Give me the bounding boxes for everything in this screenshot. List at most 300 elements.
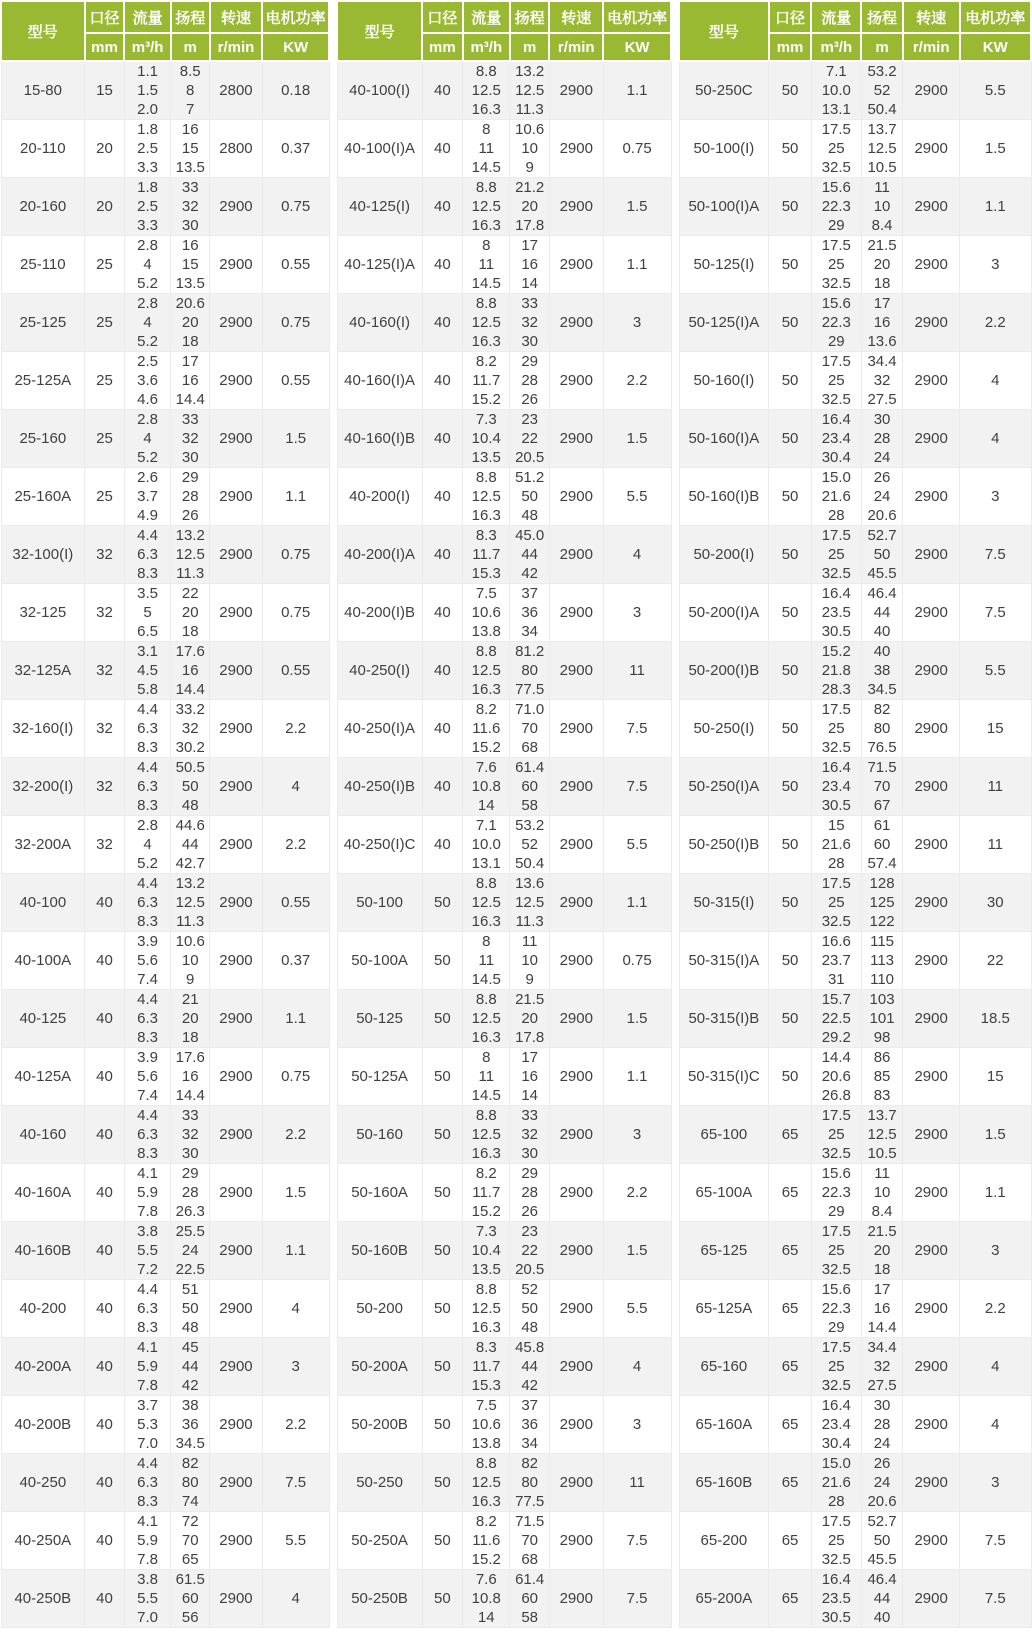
model-cell: 40-200A	[1, 1338, 85, 1396]
table-row	[679, 1222, 1031, 1280]
model-cell: 50-160(I)	[679, 352, 769, 410]
col-speed-header: 转速	[210, 1, 263, 33]
col-speed-unit: r/min	[210, 33, 263, 61]
power-cell: 1.5	[960, 1106, 1032, 1164]
power-cell: 0.75	[603, 120, 671, 178]
model-cell: 40-125A	[1, 1048, 85, 1106]
speed-cell: 2900	[549, 874, 603, 932]
speed-cell: 2900	[549, 700, 603, 758]
power-cell: 7.5	[960, 1570, 1032, 1628]
speed-cell: 2900	[549, 526, 603, 584]
head-cell: 82 80 77.5	[510, 1454, 549, 1512]
model-cell: 40-160(I)	[337, 294, 422, 352]
speed-cell: 2900	[903, 61, 960, 120]
table-row	[1, 236, 329, 294]
speed-cell: 2900	[549, 1454, 603, 1512]
head-cell: 21 20 18	[171, 990, 210, 1048]
speed-cell: 2900	[903, 1512, 960, 1570]
table-header	[679, 1, 1031, 61]
col-diameter-header: 口径	[769, 1, 812, 33]
table-row	[337, 1280, 671, 1338]
power-cell: 2.2	[603, 1164, 671, 1222]
col-diameter-unit: mm	[85, 33, 125, 61]
diameter-cell: 40	[85, 932, 125, 990]
speed-cell: 2900	[210, 410, 263, 468]
flow-cell: 8.8 12.5 16.3	[463, 874, 510, 932]
power-cell: 1.1	[603, 61, 671, 120]
flow-cell: 17.5 25 32.5	[811, 874, 861, 932]
diameter-cell: 50	[769, 236, 812, 294]
flow-cell: 17.5 25 32.5	[811, 1106, 861, 1164]
head-cell: 23 22 20.5	[510, 1222, 549, 1280]
col-diameter-unit: mm	[422, 33, 462, 61]
head-cell: 52 50 48	[510, 1280, 549, 1338]
speed-cell: 2900	[210, 1106, 263, 1164]
speed-cell: 2900	[549, 352, 603, 410]
speed-cell: 2900	[210, 584, 263, 642]
speed-cell: 2900	[903, 526, 960, 584]
flow-cell: 15.6 22.3 29	[811, 1280, 861, 1338]
col-power-header: 电机功率	[603, 1, 671, 33]
flow-cell: 15.6 22.3 29	[811, 1164, 861, 1222]
power-cell: 18.5	[960, 990, 1032, 1048]
speed-cell: 2900	[549, 61, 603, 120]
speed-cell: 2900	[903, 990, 960, 1048]
speed-cell: 2900	[903, 1048, 960, 1106]
flow-cell: 1.8 2.5 3.3	[124, 120, 171, 178]
head-cell: 16 15 13.5	[171, 120, 210, 178]
speed-cell: 2900	[903, 932, 960, 990]
flow-cell: 17.5 25 32.5	[811, 700, 861, 758]
head-cell: 30 28 24	[861, 1396, 903, 1454]
head-cell: 34.4 32 27.5	[861, 1338, 903, 1396]
table-row	[1, 1106, 329, 1164]
model-cell: 50-125(I)A	[679, 294, 769, 352]
flow-cell: 4.4 6.3 8.3	[124, 758, 171, 816]
flow-cell: 15.2 21.8 28.3	[811, 642, 861, 700]
head-cell: 33 32 30	[171, 178, 210, 236]
speed-cell: 2900	[210, 1222, 263, 1280]
flow-cell: 16.4 23.4 30.5	[811, 758, 861, 816]
head-cell: 40 38 34.5	[861, 642, 903, 700]
power-cell: 4	[960, 1396, 1032, 1454]
power-cell: 11	[603, 642, 671, 700]
flow-cell: 8.8 12.5 16.3	[463, 642, 510, 700]
diameter-cell: 50	[422, 1512, 462, 1570]
model-cell: 50-200B	[337, 1396, 422, 1454]
speed-cell: 2900	[903, 468, 960, 526]
table-row	[337, 874, 671, 932]
speed-cell: 2900	[903, 1570, 960, 1628]
model-cell: 40-160	[1, 1106, 85, 1164]
power-cell: 0.37	[262, 932, 329, 990]
power-cell: 1.5	[262, 410, 329, 468]
table-row	[679, 1512, 1031, 1570]
diameter-cell: 50	[422, 932, 462, 990]
speed-cell: 2900	[210, 352, 263, 410]
head-cell: 26 24 20.6	[861, 468, 903, 526]
table-row	[337, 1222, 671, 1280]
head-cell: 82 80 76.5	[861, 700, 903, 758]
model-cell: 40-200(I)A	[337, 526, 422, 584]
power-cell: 0.75	[262, 1048, 329, 1106]
speed-cell: 2900	[549, 1338, 603, 1396]
flow-cell: 1.1 1.5 2.0	[124, 61, 171, 120]
power-cell: 4	[960, 352, 1032, 410]
model-cell: 50-200(I)A	[679, 584, 769, 642]
diameter-cell: 65	[769, 1164, 812, 1222]
power-cell: 0.75	[262, 294, 329, 352]
speed-cell: 2900	[549, 178, 603, 236]
table-row	[1, 816, 329, 874]
table-row	[679, 1396, 1031, 1454]
power-cell: 7.5	[603, 1570, 671, 1628]
flow-cell: 2.8 4 5.2	[124, 816, 171, 874]
flow-cell: 3.9 5.6 7.4	[124, 932, 171, 990]
power-cell: 7.5	[262, 1454, 329, 1512]
table-row	[1, 1164, 329, 1222]
diameter-cell: 50	[769, 584, 812, 642]
col-diameter-header: 口径	[85, 1, 125, 33]
flow-cell: 17.5 25 32.5	[811, 1512, 861, 1570]
table-row	[337, 1396, 671, 1454]
diameter-cell: 50	[769, 700, 812, 758]
diameter-cell: 50	[769, 410, 812, 468]
table-row	[679, 410, 1031, 468]
col-speed-unit: r/min	[549, 33, 603, 61]
col-power-unit: KW	[603, 33, 671, 61]
diameter-cell: 50	[422, 1396, 462, 1454]
head-cell: 11 10 8.4	[861, 178, 903, 236]
speed-cell: 2900	[549, 410, 603, 468]
pump-table-middle	[336, 0, 672, 1628]
flow-cell: 3.5 5 6.5	[124, 584, 171, 642]
power-cell: 0.75	[262, 178, 329, 236]
model-cell: 50-160A	[337, 1164, 422, 1222]
speed-cell: 2900	[903, 120, 960, 178]
flow-cell: 8 11 14.5	[463, 1048, 510, 1106]
flow-cell: 8.2 11.7 15.2	[463, 352, 510, 410]
diameter-cell: 65	[769, 1222, 812, 1280]
head-cell: 21.5 20 18	[861, 1222, 903, 1280]
model-cell: 40-250(I)C	[337, 816, 422, 874]
table-row	[679, 352, 1031, 410]
diameter-cell: 65	[769, 1454, 812, 1512]
flow-cell: 16.4 23.5 30.5	[811, 584, 861, 642]
table-row	[1, 410, 329, 468]
col-flow-header: 流量	[124, 1, 171, 33]
diameter-cell: 50	[422, 1048, 462, 1106]
table-row	[337, 526, 671, 584]
table-row	[679, 1570, 1031, 1628]
col-head-header: 扬程	[171, 1, 210, 33]
diameter-cell: 15	[85, 61, 125, 120]
model-cell: 40-200(I)B	[337, 584, 422, 642]
power-cell: 1.5	[603, 990, 671, 1048]
flow-cell: 4.4 6.3 8.3	[124, 874, 171, 932]
diameter-cell: 40	[85, 1280, 125, 1338]
table-row	[337, 1164, 671, 1222]
flow-cell: 7.6 10.8 14	[463, 758, 510, 816]
flow-cell: 8.3 11.7 15.3	[463, 526, 510, 584]
model-cell: 40-250(I)A	[337, 700, 422, 758]
speed-cell: 2900	[903, 294, 960, 352]
power-cell: 0.55	[262, 642, 329, 700]
power-cell: 1.1	[960, 178, 1032, 236]
flow-cell: 8.2 11.6 15.2	[463, 700, 510, 758]
diameter-cell: 50	[769, 816, 812, 874]
table-row	[679, 120, 1031, 178]
flow-cell: 1.8 2.5 3.3	[124, 178, 171, 236]
speed-cell: 2900	[903, 874, 960, 932]
head-cell: 20.6 20 18	[171, 294, 210, 352]
power-cell: 2.2	[262, 1106, 329, 1164]
diameter-cell: 32	[85, 758, 125, 816]
head-cell: 17.6 16 14.4	[171, 642, 210, 700]
power-cell: 11	[960, 758, 1032, 816]
table-row	[679, 1048, 1031, 1106]
table-row	[337, 990, 671, 1048]
power-cell: 15	[960, 700, 1032, 758]
table-row	[337, 468, 671, 526]
head-cell: 11 10 8.4	[861, 1164, 903, 1222]
diameter-cell: 50	[422, 1222, 462, 1280]
diameter-cell: 50	[422, 1280, 462, 1338]
flow-cell: 4.1 5.9 7.8	[124, 1512, 171, 1570]
model-cell: 65-200	[679, 1512, 769, 1570]
flow-cell: 17.5 25 32.5	[811, 526, 861, 584]
head-cell: 16 15 13.5	[171, 236, 210, 294]
col-flow-header: 流量	[463, 1, 510, 33]
table-row	[1, 1280, 329, 1338]
head-cell: 86 85 83	[861, 1048, 903, 1106]
flow-cell: 16.4 23.5 30.5	[811, 1570, 861, 1628]
head-cell: 34.4 32 27.5	[861, 352, 903, 410]
model-cell: 50-250(I)A	[679, 758, 769, 816]
diameter-cell: 65	[769, 1570, 812, 1628]
power-cell: 11	[960, 816, 1032, 874]
flow-cell: 17.5 25 32.5	[811, 352, 861, 410]
flow-cell: 15.0 21.6 28	[811, 1454, 861, 1512]
power-cell: 0.75	[262, 526, 329, 584]
flow-cell: 16.6 23.7 31	[811, 932, 861, 990]
speed-cell: 2900	[210, 1454, 263, 1512]
speed-cell: 2900	[549, 1280, 603, 1338]
diameter-cell: 50	[422, 990, 462, 1048]
model-cell: 65-160B	[679, 1454, 769, 1512]
head-cell: 17 16 14.4	[171, 352, 210, 410]
speed-cell: 2800	[210, 61, 263, 120]
table-row	[1, 1512, 329, 1570]
flow-cell: 17.5 25 32.5	[811, 1222, 861, 1280]
model-cell: 50-200(I)B	[679, 642, 769, 700]
model-cell: 50-160B	[337, 1222, 422, 1280]
head-cell: 13.6 12.5 11.3	[510, 874, 549, 932]
speed-cell: 2900	[210, 874, 263, 932]
diameter-cell: 50	[769, 990, 812, 1048]
diameter-cell: 40	[85, 1048, 125, 1106]
diameter-cell: 40	[422, 294, 462, 352]
diameter-cell: 50	[769, 642, 812, 700]
model-cell: 40-250	[1, 1454, 85, 1512]
speed-cell: 2900	[210, 1396, 263, 1454]
model-cell: 32-125	[1, 584, 85, 642]
table-row	[679, 700, 1031, 758]
power-cell: 3	[960, 236, 1032, 294]
speed-cell: 2900	[903, 410, 960, 468]
head-cell: 8.5 8 7	[171, 61, 210, 120]
power-cell: 0.75	[603, 932, 671, 990]
speed-cell: 2900	[903, 1222, 960, 1280]
head-cell: 10.6 10 9	[171, 932, 210, 990]
flow-cell: 2.6 3.7 4.9	[124, 468, 171, 526]
head-cell: 17 16 14	[510, 1048, 549, 1106]
speed-cell: 2900	[210, 932, 263, 990]
diameter-cell: 40	[85, 1570, 125, 1628]
diameter-cell: 40	[422, 61, 462, 120]
flow-cell: 7.3 10.4 13.5	[463, 1222, 510, 1280]
pump-table-left	[0, 0, 330, 1628]
diameter-cell: 40	[85, 990, 125, 1048]
table-row	[679, 1338, 1031, 1396]
speed-cell: 2900	[549, 584, 603, 642]
table-row	[1, 1222, 329, 1280]
flow-cell: 4.4 6.3 8.3	[124, 526, 171, 584]
flow-cell: 8 11 14.5	[463, 236, 510, 294]
table-row	[1, 584, 329, 642]
table-row	[679, 294, 1031, 352]
head-cell: 23 22 20.5	[510, 410, 549, 468]
diameter-cell: 50	[769, 758, 812, 816]
model-cell: 65-160	[679, 1338, 769, 1396]
pump-table-right	[678, 0, 1032, 1628]
power-cell: 1.1	[603, 874, 671, 932]
table-row	[337, 642, 671, 700]
model-cell: 50-200A	[337, 1338, 422, 1396]
speed-cell: 2900	[549, 1164, 603, 1222]
col-flow-header: 流量	[811, 1, 861, 33]
table-row	[679, 526, 1031, 584]
table-row	[1, 1454, 329, 1512]
model-cell: 40-250B	[1, 1570, 85, 1628]
model-cell: 50-250	[337, 1454, 422, 1512]
speed-cell: 2900	[903, 1106, 960, 1164]
diameter-cell: 40	[85, 1454, 125, 1512]
power-cell: 3	[603, 1106, 671, 1164]
diameter-cell: 65	[769, 1338, 812, 1396]
table-row	[679, 1164, 1031, 1222]
diameter-cell: 32	[85, 642, 125, 700]
table-row	[1, 1048, 329, 1106]
speed-cell: 2900	[549, 1396, 603, 1454]
power-cell: 2.2	[603, 352, 671, 410]
model-cell: 50-315(I)C	[679, 1048, 769, 1106]
head-cell: 72 70 65	[171, 1512, 210, 1570]
table-row	[337, 120, 671, 178]
table-row	[679, 642, 1031, 700]
head-cell: 53.2 52 50.4	[510, 816, 549, 874]
head-cell: 26 24 20.6	[861, 1454, 903, 1512]
flow-cell: 3.8 5.5 7.0	[124, 1570, 171, 1628]
head-cell: 115 113 110	[861, 932, 903, 990]
col-power-header: 电机功率	[960, 1, 1032, 33]
power-cell: 0.18	[262, 61, 329, 120]
model-cell: 50-250(I)B	[679, 816, 769, 874]
model-cell: 50-100(I)A	[679, 178, 769, 236]
flow-cell: 16.4 23.4 30.4	[811, 1396, 861, 1454]
model-cell: 50-250A	[337, 1512, 422, 1570]
head-cell: 52.7 50 45.5	[861, 1512, 903, 1570]
power-cell: 7.5	[603, 1512, 671, 1570]
head-cell: 11 10 9	[510, 932, 549, 990]
head-cell: 61.5 60 56	[171, 1570, 210, 1628]
model-cell: 65-100A	[679, 1164, 769, 1222]
table-row	[337, 1106, 671, 1164]
flow-cell: 3.7 5.3 7.0	[124, 1396, 171, 1454]
table-row	[337, 758, 671, 816]
power-cell: 1.1	[262, 990, 329, 1048]
flow-cell: 8.8 12.5 16.3	[463, 294, 510, 352]
power-cell: 1.5	[262, 1164, 329, 1222]
speed-cell: 2900	[549, 1222, 603, 1280]
diameter-cell: 32	[85, 584, 125, 642]
table-row	[679, 758, 1031, 816]
model-cell: 50-250C	[679, 61, 769, 120]
model-cell: 40-160B	[1, 1222, 85, 1280]
power-cell: 3	[603, 1396, 671, 1454]
col-power-unit: KW	[960, 33, 1032, 61]
speed-cell: 2900	[903, 816, 960, 874]
flow-cell: 15.6 22.3 29	[811, 178, 861, 236]
table-row	[1, 932, 329, 990]
flow-cell: 17.5 25 32.5	[811, 1338, 861, 1396]
diameter-cell: 20	[85, 120, 125, 178]
col-model-header: 型号	[337, 1, 422, 61]
table-row	[1, 1338, 329, 1396]
table-row	[1, 990, 329, 1048]
col-flow-unit: m³/h	[463, 33, 510, 61]
col-diameter-unit: mm	[769, 33, 812, 61]
diameter-cell: 40	[85, 1222, 125, 1280]
model-cell: 65-200A	[679, 1570, 769, 1628]
diameter-cell: 32	[85, 816, 125, 874]
table-row	[1, 642, 329, 700]
col-power-header: 电机功率	[262, 1, 329, 33]
diameter-cell: 50	[422, 1106, 462, 1164]
head-cell: 17 16 14.4	[861, 1280, 903, 1338]
diameter-cell: 40	[422, 410, 462, 468]
model-cell: 65-125	[679, 1222, 769, 1280]
diameter-cell: 50	[422, 1454, 462, 1512]
head-cell: 21.5 20 18	[861, 236, 903, 294]
power-cell: 3	[603, 294, 671, 352]
diameter-cell: 50	[769, 468, 812, 526]
diameter-cell: 25	[85, 236, 125, 294]
head-cell: 29 28 26	[510, 352, 549, 410]
speed-cell: 2900	[903, 1454, 960, 1512]
table-row	[679, 1280, 1031, 1338]
diameter-cell: 40	[422, 236, 462, 294]
power-cell: 5.5	[603, 1280, 671, 1338]
power-cell: 15	[960, 1048, 1032, 1106]
power-cell: 3	[262, 1338, 329, 1396]
head-cell: 37 36 34	[510, 584, 549, 642]
model-cell: 50-125	[337, 990, 422, 1048]
diameter-cell: 25	[85, 468, 125, 526]
flow-cell: 4.1 5.9 7.8	[124, 1164, 171, 1222]
flow-cell: 8.8 12.5 16.3	[463, 1454, 510, 1512]
diameter-cell: 50	[769, 526, 812, 584]
